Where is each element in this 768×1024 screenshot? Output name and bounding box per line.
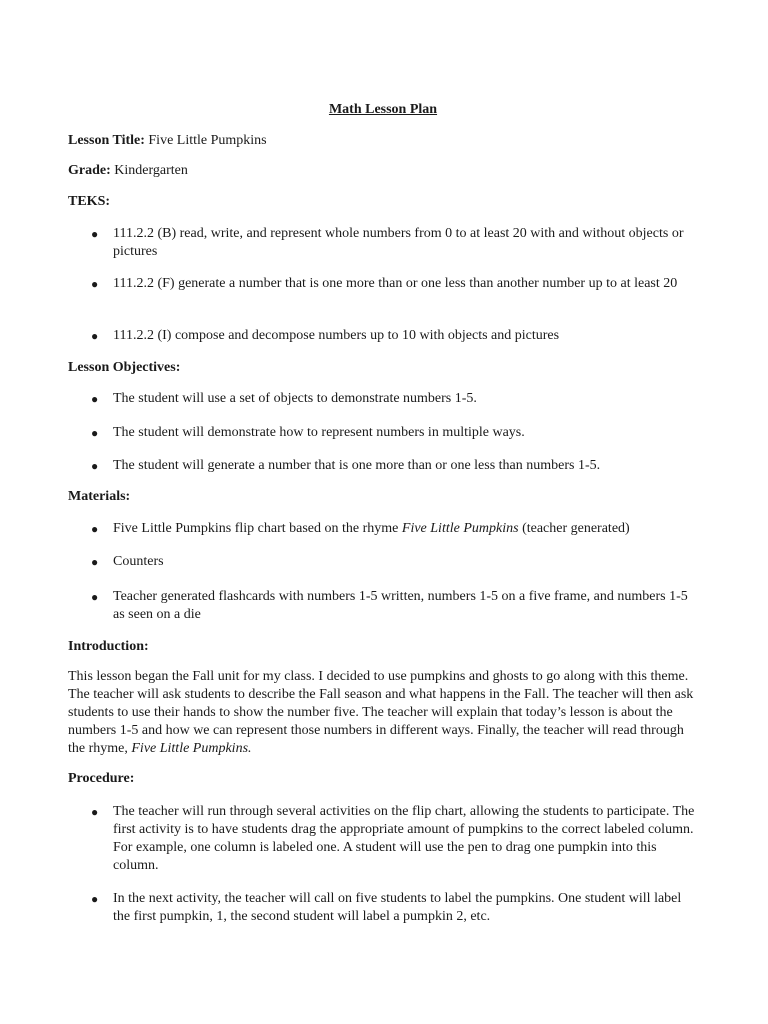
page-title-text: Math Lesson Plan [328, 102, 438, 117]
lesson-title-line [68, 132, 698, 150]
teks-item-text: 111.2.2 (I) compose and decompose numbers up to 10 with objects and pictures [113, 328, 560, 343]
material-text-post: (teacher generated) [518, 521, 630, 536]
material-text-italic: Five Little Pumpkins [401, 521, 519, 536]
objectives-heading [68, 359, 698, 377]
material-item-text: Counters [113, 554, 164, 569]
material-item-text [113, 520, 698, 538]
teks-item-text: 111.2.2 (F) generate a number that is one more than or one less than another number up to at least 20 [113, 276, 678, 291]
grade-value: Kindergarten [110, 163, 188, 178]
introduction-label: Introduction: [68, 639, 149, 654]
bullet-icon: ● [91, 555, 99, 569]
bullet-icon: ● [91, 227, 99, 241]
grade-line [68, 162, 698, 180]
procedure-label: Procedure: [68, 771, 135, 786]
lesson-title-value: Five Little Pumpkins [144, 133, 267, 148]
materials-label: Materials: [68, 489, 131, 504]
bullet-icon: ● [91, 892, 99, 906]
bullet-icon: ● [91, 805, 99, 819]
objective-item-text: The student will demonstrate how to represent numbers in multiple ways. [113, 425, 525, 440]
bullet-icon: ● [91, 590, 99, 604]
materials-heading [68, 488, 698, 506]
procedure-heading [68, 770, 698, 788]
teks-heading [68, 193, 698, 211]
objective-item-text: The student will generate a number that is one more than or one less than numbers 1-5. [113, 458, 601, 473]
material-item-text: Teacher generated flashcards with numbers 1-5 written, numbers 1-5 on a five frame, and numbers 1-5 as seen on a die [113, 589, 688, 622]
introduction-paragraph [68, 668, 694, 758]
bullet-icon: ● [91, 392, 99, 406]
teks-item-text: 111.2.2 (B) read, write, and represent whole numbers from 0 to at least 20 with and without objects or pictures [113, 226, 684, 259]
objectives-label: Lesson Objectives: [68, 360, 181, 375]
objective-item-text: The student will use a set of objects to demonstrate numbers 1-5. [113, 391, 477, 406]
bullet-icon: ● [91, 522, 99, 536]
introduction-italic: Five Little Pumpkins. [131, 741, 252, 756]
procedure-item-text: The teacher will run through several activities on the flip chart, allowing the students to participate. The first activity is to have students drag the appropriate amount of pumpkins to the correct labeled column. For example, one column is labeled one. A student will use the pen to drag one pumpkin into this column. [113, 804, 695, 873]
introduction-text: This lesson began the Fall unit for my class. I decided to use pumpkins and ghosts to go along with this theme. The teacher will ask students to describe the Fall season and what happens in the Fall. The teacher will then ask students to use their hands to show the number five. The teacher will explain that today’s lesson is about the numbers 1-5 and how we can represent those numbers in different ways. Finally, the teacher will read through the rhyme, [68, 669, 694, 756]
page-title [68, 101, 698, 119]
procedure-item-text: In the next activity, the teacher will call on five students to label the pumpkins. One student will label the first pumpkin, 1, the second student will label a pumpkin 2, etc. [113, 891, 682, 924]
material-text-pre: Five Little Pumpkins flip chart based on the rhyme [113, 521, 402, 536]
bullet-icon: ● [91, 329, 99, 343]
lesson-title-label: Lesson Title: [68, 133, 145, 148]
introduction-heading [68, 638, 698, 656]
grade-label: Grade: [68, 163, 111, 178]
bullet-icon: ● [91, 426, 99, 440]
teks-label: TEKS: [68, 194, 111, 209]
bullet-icon: ● [91, 277, 99, 291]
bullet-icon: ● [91, 459, 99, 473]
